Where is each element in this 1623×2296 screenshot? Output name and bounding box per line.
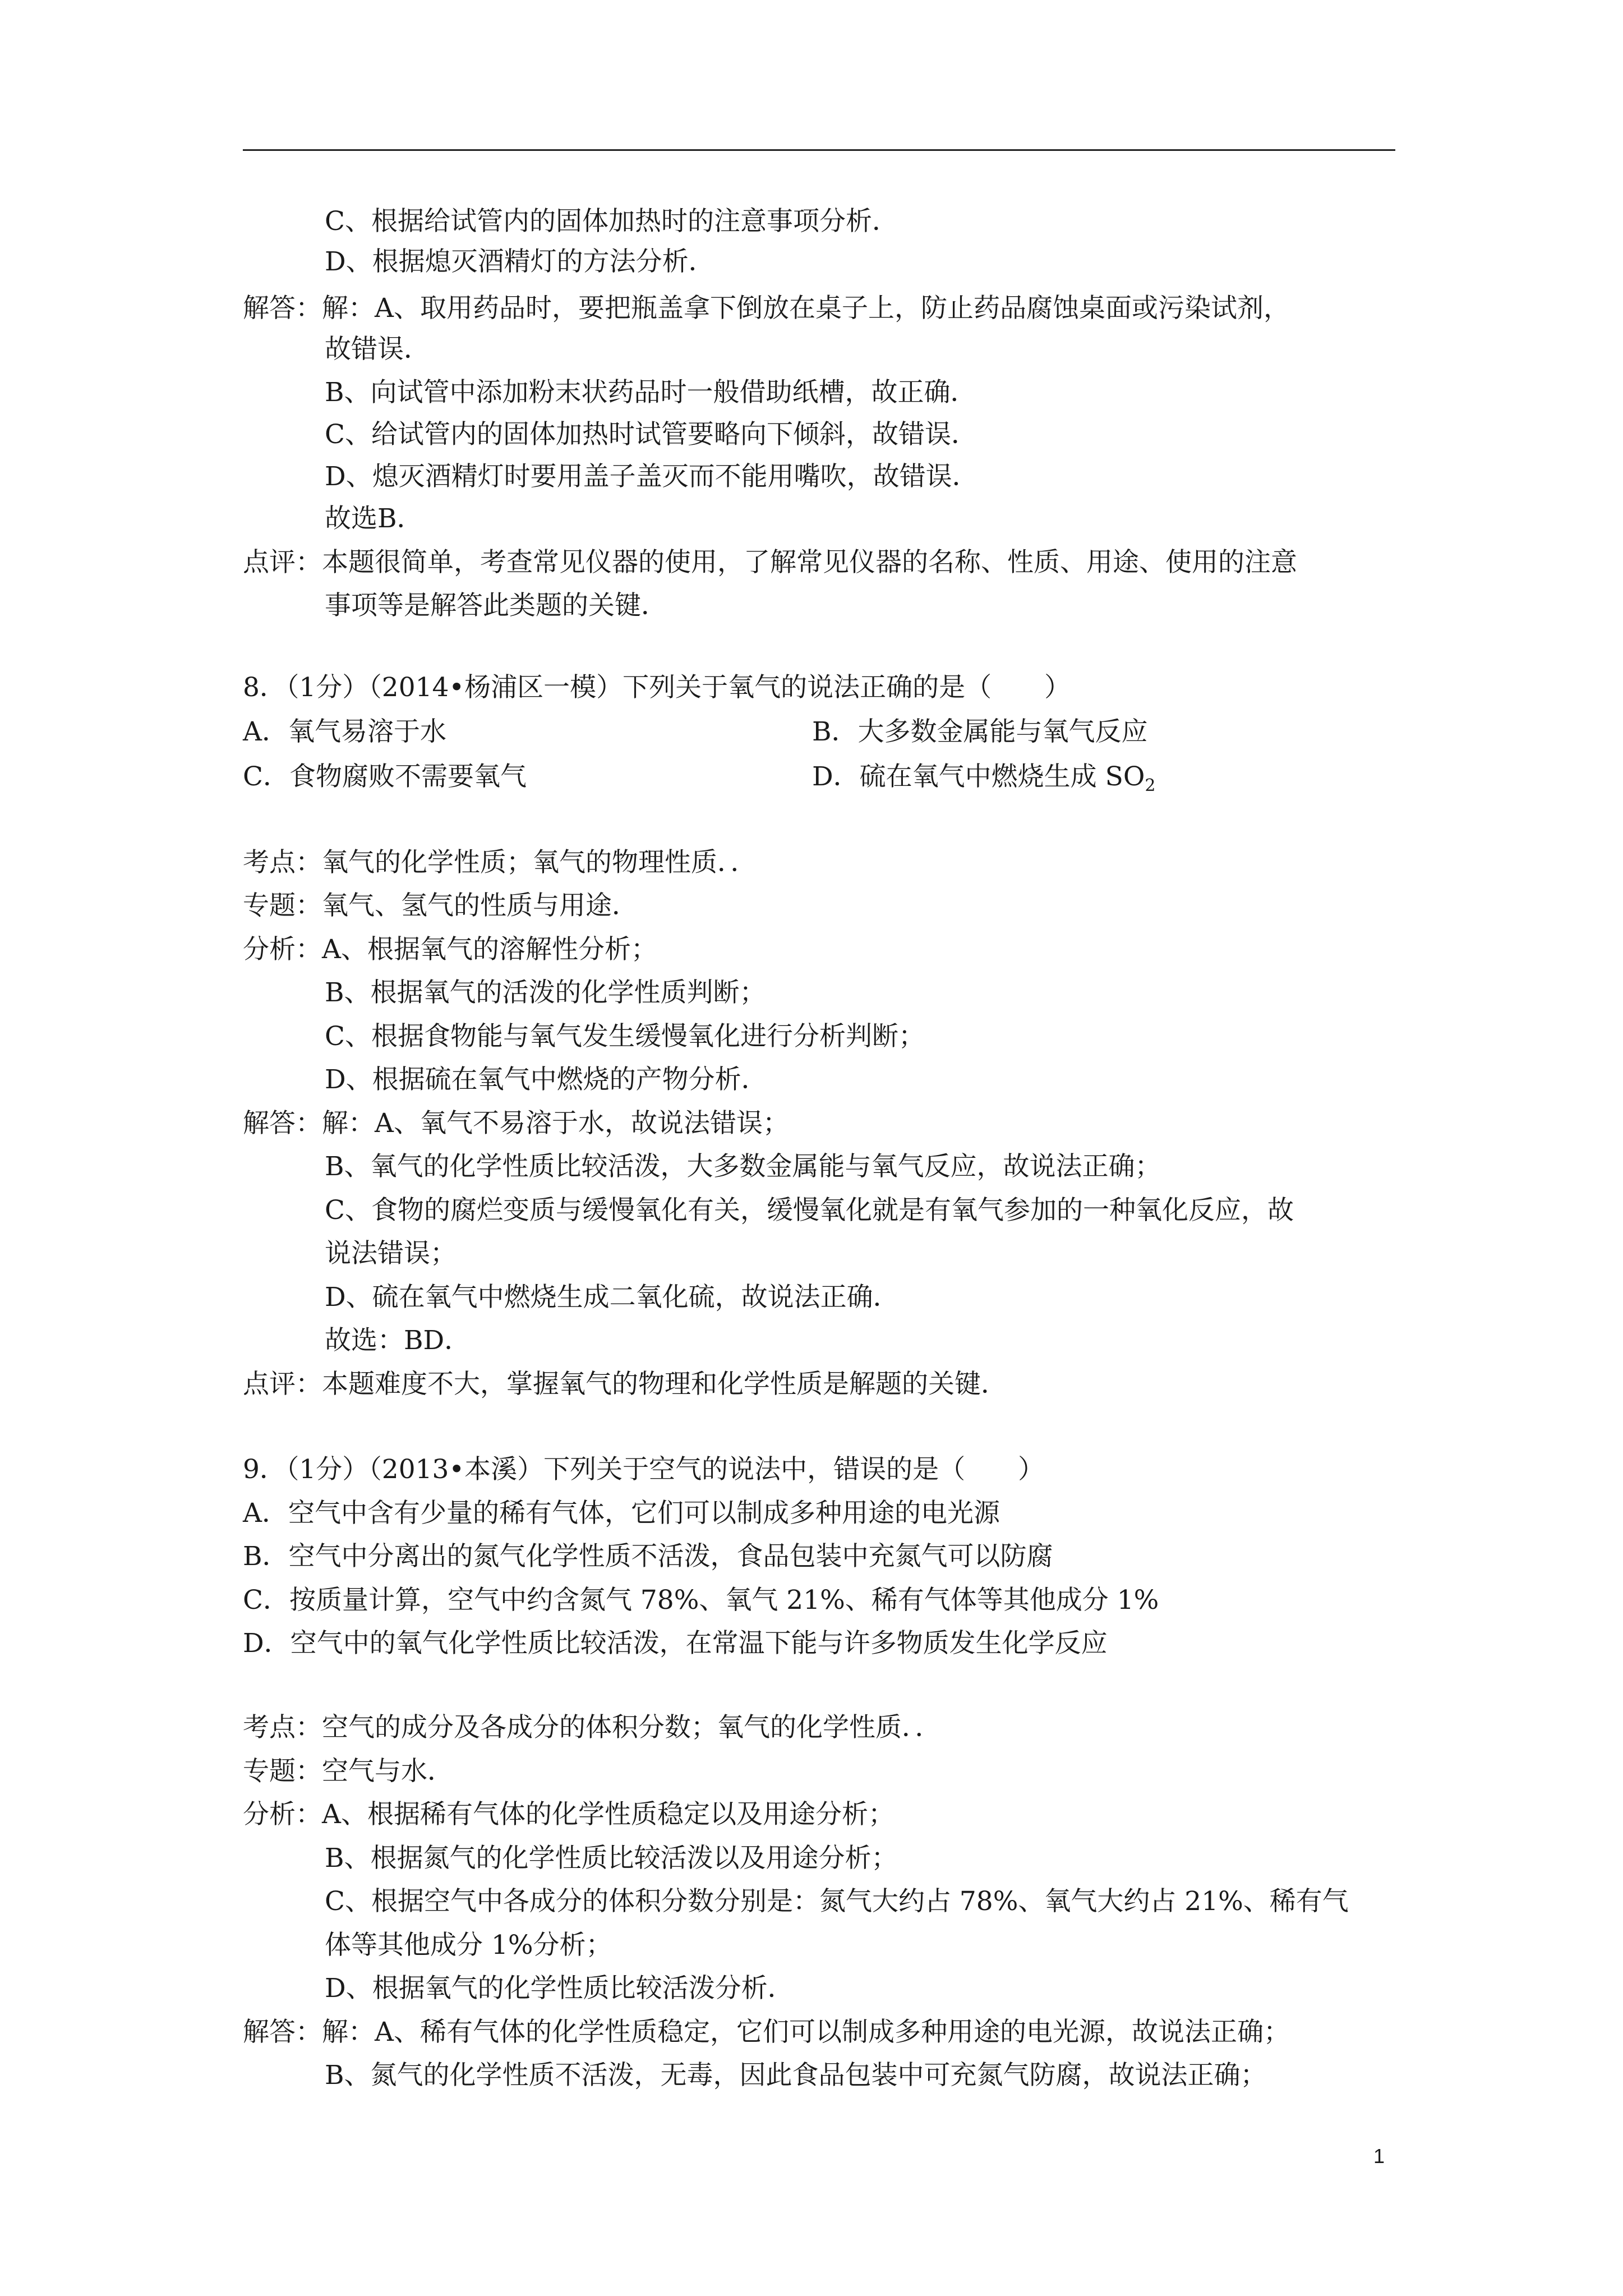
q8-fenxi-b: B、根据氧气的活泼的化学性质判断； [325, 977, 766, 1008]
q8-choice: 故选：BD． [325, 1325, 471, 1356]
q8-jieda-d: D、硫在氧气中燃烧生成二氧化硫，故说法正确． [325, 1282, 900, 1313]
q8-option-d-subscript: 2 [1145, 776, 1156, 795]
q9-jieda-a: 解答：解：A、稀有气体的化学性质稳定，它们可以制成多种用途的电光源，故说法正确； [243, 2017, 1290, 2047]
prev-comment-line1: 点评：本题很简单，考查常见仪器的使用，了解常见仪器的名称、性质、用途、使用的注意 [243, 547, 1297, 578]
q8-option-b: B．大多数金属能与氧气反应 [812, 716, 1148, 747]
prev-analysis-c: C、根据给试管内的固体加热时的注意事项分析． [325, 206, 898, 237]
q8-stem: 8．（1分）（2014•杨浦区一模）下列关于氧气的说法正确的是（ ） [243, 672, 1071, 703]
q8-option-d [812, 760, 1155, 803]
q9-jieda-b: B、氮气的化学性质不活泼，无毒，因此食品包装中可充氮气防腐，故说法正确； [325, 2060, 1267, 2091]
q9-kaodian: 考点：空气的成分及各成分的体积分数；氧气的化学性质．． [243, 1712, 942, 1743]
q9-option-b: B．空气中分离出的氮气化学性质不活泼，食品包装中充氮气可以防腐 [243, 1541, 1053, 1572]
q8-jieda-a: 解答：解：A、氧气不易溶于水，故说法错误； [243, 1108, 789, 1139]
q9-fenxi-a: 分析：A、根据稀有气体的化学性质稳定以及用途分析； [243, 1799, 895, 1830]
q9-fenxi-b: B、根据氮气的化学性质比较活泼以及用途分析； [325, 1843, 898, 1874]
prev-choice: 故选B． [325, 503, 423, 534]
prev-answer-a-line2: 故错误． [325, 334, 430, 365]
q8-fenxi-c: C、根据食物能与氧气发生缓慢氧化进行分析判断； [325, 1021, 925, 1052]
q9-option-c: C．按质量计算，空气中约含氮气 78%、氧气 21%、稀有气体等其他成分 1% [243, 1585, 1159, 1616]
q8-fenxi-a: 分析：A、根据氧气的溶解性分析； [243, 934, 657, 965]
q8-jieda-c-line1: C、食物的腐烂变质与缓慢氧化有关，缓慢氧化就是有氧气参加的一种氧化反应，故 [325, 1195, 1294, 1226]
q9-zhuanti: 专题：空气与水． [243, 1756, 454, 1787]
q8-comment: 点评：本题难度不大，掌握氧气的物理和化学性质是解题的关键． [243, 1369, 1007, 1400]
prev-answer-b: B、向试管中添加粉末状药品时一般借助纸槽，故正确． [325, 377, 977, 408]
q9-fenxi-c-line2: 体等其他成分 1%分析； [325, 1930, 612, 1961]
q8-option-d-text: D．硫在氧气中燃烧生成 SO [812, 761, 1145, 792]
q8-jieda-b: B、氧气的化学性质比较活泼，大多数金属能与氧气反应，故说法正确； [325, 1151, 1161, 1182]
q8-kaodian: 考点：氧气的化学性质；氧气的物理性质．． [243, 847, 757, 878]
q9-fenxi-d: D、根据氧气的化学性质比较活泼分析． [325, 1973, 794, 2004]
q9-stem: 9．（1分）（2013•本溪）下列关于空气的说法中，错误的是（ ） [243, 1454, 1045, 1485]
page-number: 1 [1373, 2145, 1385, 2168]
q8-zhuanti: 专题：氧气、氢气的性质与用途． [243, 890, 638, 921]
prev-answer-d: D、熄灭酒精灯时要用盖子盖灭而不能用嘴吹，故错误． [325, 461, 979, 492]
prev-answer-a-line1: 解答：解：A、取用药品时，要把瓶盖拿下倒放在桌子上，防止药品腐蚀桌面或污染试剂， [243, 293, 1290, 324]
prev-analysis-d: D、根据熄灭酒精灯的方法分析． [325, 246, 715, 277]
header-rule [243, 149, 1395, 151]
q8-fenxi-d: D、根据硫在氧气中燃烧的产物分析． [325, 1064, 768, 1095]
q9-option-a: A．空气中含有少量的稀有气体，它们可以制成多种用途的电光源 [243, 1498, 1000, 1529]
q9-fenxi-c-line1: C、根据空气中各成分的体积分数分别是：氮气大约占 78%、氧气大约占 21%、稀有气 [325, 1886, 1349, 1917]
prev-comment-line2: 事项等是解答此类题的关键． [325, 590, 667, 621]
prev-answer-c: C、给试管内的固体加热时试管要略向下倾斜，故错误． [325, 419, 978, 450]
q9-option-d: D．空气中的氧气化学性质比较活泼，在常温下能与许多物质发生化学反应 [243, 1628, 1108, 1659]
q8-jieda-c-line2: 说法错误； [325, 1238, 457, 1269]
q8-option-c: C．食物腐败不需要氧气 [243, 761, 527, 792]
q8-option-a: A．氧气易溶于水 [243, 716, 446, 747]
